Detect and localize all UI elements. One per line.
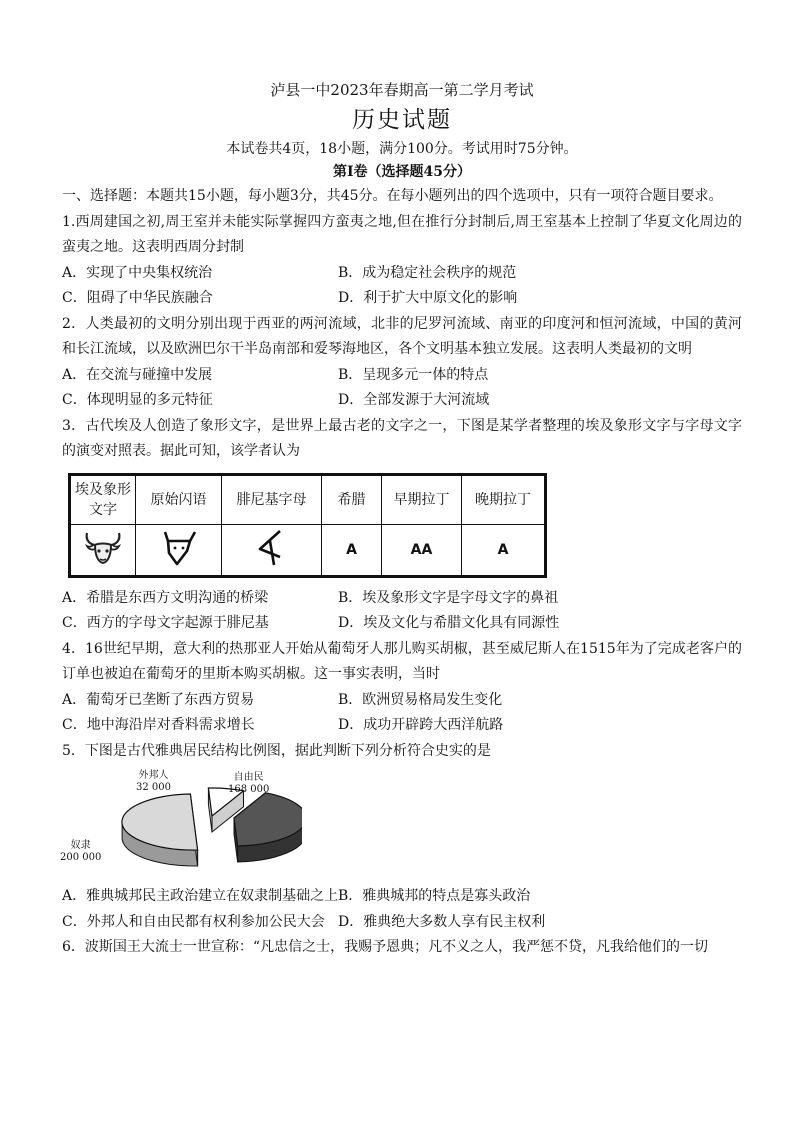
table-glyph-cell — [222, 524, 322, 576]
pie-label-value: 32 000 — [136, 782, 171, 793]
table-glyph-cell — [136, 524, 222, 576]
question-6 — [62, 935, 742, 961]
option-c[interactable]: C．西方的字母文字起源于腓尼基 — [62, 615, 269, 631]
section-title: 第I卷（选择题45分） — [332, 164, 472, 180]
question-2 — [62, 312, 742, 414]
pie-label-free-citizens — [228, 772, 269, 796]
table-glyph-cell — [70, 524, 136, 576]
pie-label-value: 168 000 — [228, 784, 270, 795]
table-header-cell: 原始闪语 — [136, 474, 222, 524]
question-stem: 1.西周建国之初,周王室并未能实际掌握四方蛮夷之地,但在推行分封制后,周王室基本上控制了华夏文化周边的蛮夷之地。这表明西周分封制 — [62, 213, 742, 255]
pie-label-name: 外邦人 — [138, 770, 169, 781]
table-header-cell: 腓尼基字母 — [222, 474, 322, 524]
table-header-cell: 埃及象形文字 — [70, 474, 136, 524]
question-stem: 4．16世纪早期，意大利的热那亚人开始从葡萄牙人那儿购买胡椒，甚至威尼斯人在1515年为了完成老客户的订单也被迫在葡萄牙的里斯本购买胡椒。这一事实表明，当时 — [62, 640, 742, 682]
alphabet-evolution-table — [68, 473, 547, 578]
option-a[interactable]: A．实现了中央集权统治 — [62, 264, 213, 281]
question-4 — [62, 637, 742, 739]
question-stem: 6．波斯国王大流士一世宣称：“凡忠信之士，我赐予恩典；凡不义之人，我严惩不贷，凡我给他们的一切 — [62, 939, 709, 955]
pie-label-name: 奴隶 — [70, 840, 91, 851]
question-stem: 2．人类最初的文明分别出现于西亚的两河流域，北非的尼罗河流域、南亚的印度河和恒河流域，中国的黄河和长江流域，以及欧洲巴尔干半岛南部和爱琴海地区，各个文明基本独立发展。这表明人类最初的文明 — [62, 315, 742, 357]
option-d[interactable]: D．利于扩大中原文化的影响 — [338, 290, 518, 306]
table-header-cell: 希腊 — [322, 474, 382, 524]
population-pie-chart — [62, 766, 302, 878]
option-b[interactable]: B．雅典城邦的特点是寡头政治 — [338, 888, 531, 904]
subject-title: 历史试题 — [352, 107, 452, 133]
option-d[interactable]: D．成功开辟跨大西洋航路 — [338, 717, 504, 733]
options — [62, 586, 742, 637]
exam-page — [62, 78, 742, 961]
exam-info: 本试卷共4页，18小题，满分100分。考试用时75分钟。 — [226, 141, 578, 157]
option-b[interactable]: B．埃及象形文字是字母文字的鼻祖 — [338, 589, 559, 606]
options — [62, 363, 742, 414]
option-d[interactable]: D．埃及文化与希腊文化具有同源性 — [338, 615, 560, 631]
pie-label-name: 自由民 — [233, 772, 264, 783]
pie-label-value: 200 000 — [60, 852, 102, 863]
option-a[interactable]: A．雅典城邦民主政治建立在奴隶制基础之上 — [62, 888, 339, 904]
question-stem: 5．下图是古代雅典居民结构比例图，据此判断下列分析符合史实的是 — [62, 742, 491, 759]
aleph-glyph-icon — [250, 527, 294, 567]
question-3 — [62, 414, 742, 637]
options — [62, 884, 742, 935]
option-a[interactable]: A．葡萄牙已垄断了东西方贸易 — [62, 691, 255, 708]
question-stem: 3．古代埃及人创造了象形文字，是世界上最古老的文字之一，下图是某学者整理的埃及象形文字与字母文字的演变对照表。据此可知，该学者认为 — [62, 417, 742, 459]
instructions: 一、选择题：本题共15小题，每小题3分，共45分。在每小题列出的四个选项中，只有一项符合题目要求。 — [62, 188, 723, 204]
option-d[interactable]: D．雅典绝大多数人享有民主权利 — [338, 913, 546, 930]
option-c[interactable]: C．体现明显的多元特征 — [62, 392, 213, 408]
table-glyph-cell: AA — [382, 524, 462, 576]
table-glyph-cell: A — [462, 524, 546, 576]
option-c[interactable]: C．外邦人和自由民都有权利参加公民大会 — [62, 913, 325, 930]
ox-head-icon — [81, 527, 125, 567]
question-1 — [62, 210, 742, 312]
option-c[interactable]: C．地中海沿岸对香料需求增长 — [62, 717, 255, 733]
exam-title: 泸县一中2023年春期高一第二学月考试 — [270, 81, 534, 99]
option-b[interactable]: B．成为稳定社会秩序的规范 — [338, 264, 517, 281]
question-5 — [62, 739, 742, 936]
ox-head-sketch-icon — [157, 527, 201, 567]
option-a[interactable]: A．希腊是东西方文明沟通的桥梁 — [62, 589, 269, 606]
option-c[interactable]: C．阻碍了中华民族融合 — [62, 290, 213, 306]
options — [62, 261, 742, 312]
option-b[interactable]: B．呈现多元一体的特点 — [338, 366, 489, 383]
option-d[interactable]: D．全部发源于大河流域 — [338, 392, 490, 408]
option-b[interactable]: B．欧洲贸易格局发生变化 — [338, 691, 503, 708]
pie-label-foreigners — [136, 770, 171, 794]
table-glyph-cell: A — [322, 524, 382, 576]
pie-label-slaves — [60, 840, 101, 864]
table-header-cell: 晚期拉丁 — [462, 474, 546, 524]
table-header-cell: 早期拉丁 — [382, 474, 462, 524]
option-a[interactable]: A．在交流与碰撞中发展 — [62, 366, 213, 383]
options — [62, 688, 742, 739]
